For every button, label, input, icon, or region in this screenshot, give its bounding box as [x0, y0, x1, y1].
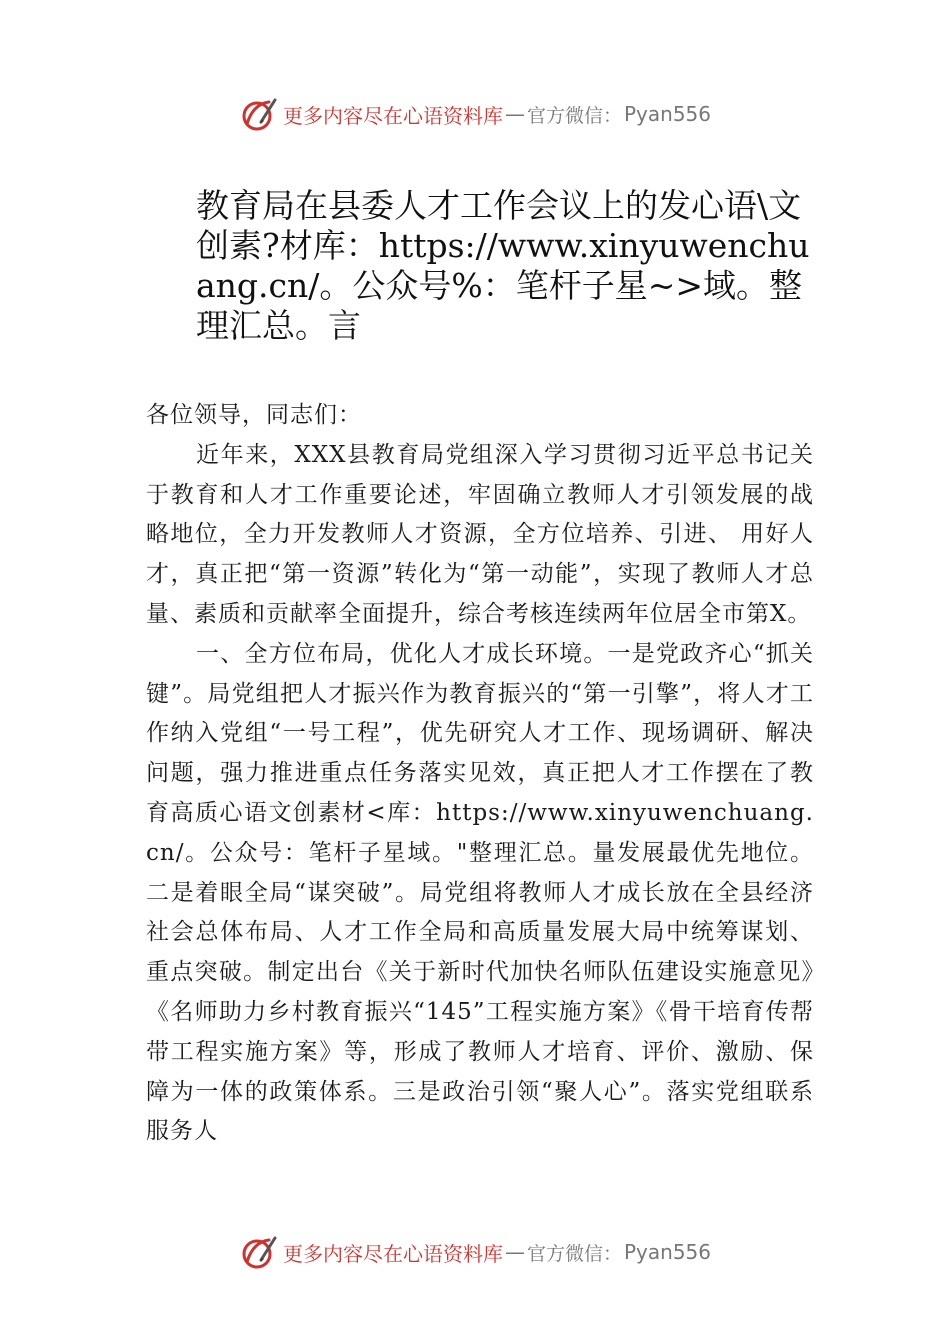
top-banner	[0, 92, 950, 136]
document-title: 教育局在县委人才工作会议上的发心语\文创素?材库：https://www.xinyuwenchuang.cn/。公众号%：笔杆子星~>域。整理汇总。言	[196, 186, 810, 345]
document-body	[146, 396, 814, 1152]
banner-wechat-label: 官方微信：	[526, 1242, 622, 1265]
banner-wechat-label: 官方微信：	[526, 104, 622, 127]
pen-logo-icon	[239, 94, 279, 134]
greeting: 各位领导，同志们：	[146, 402, 362, 428]
banner-dash: —	[504, 1240, 525, 1264]
banner-main-text: 更多内容尽在心语资料库	[282, 1241, 503, 1266]
banner-main-text: 更多内容尽在心语资料库	[282, 103, 503, 128]
banner-wechat-account: Pyan556	[624, 102, 712, 126]
banner-wechat-account: Pyan556	[624, 1240, 712, 1264]
pen-logo-icon	[239, 1232, 279, 1272]
banner-dash: —	[504, 102, 525, 126]
bottom-banner	[0, 1230, 950, 1274]
paragraph: 近年来，XXX县教育局党组深入学习贯彻习近平总书记关于教育和人才工作重要论述，牢固确立教师人才引领发展的战略地位，全力开发教师人才资源，全方位培养、引进、 用好人才，真正把“第一资源”转化为“第一动能”，实现了教师人才总量、素质和贡献率全面提升，综合考核连续两年位居全市第X。	[146, 441, 814, 627]
paragraph: 一、全方位布局，优化人才成长环境。一是党政齐心“抓关键”。局党组把人才振兴作为教育振兴的“第一引擎”，将人才工作纳入党组“一号工程”，优先研究人才工作、现场调研、解决问题，强力推进重点任务落实见效，真正把人才工作摆在了教育高质心语文创素材<库：https://www.xinyuwenchuang.cn/。公众号：笔杆子星域。"整理汇总。量发展最优先地位。二是着眼全局“谋突破”。局党组将教师人才成长放在全县经济社会总体布局、人才工作全局和高质量发展大局中统筹谋划、重点突破。制定出台《关于新时代加快名师队伍建设实施意见》《名师助力乡村教育振兴“145”工程实施方案》《骨干培育传帮带工程实施方案》等，形成了教师人才培育、评价、激励、保障为一体的政策体系。三是政治引领“聚人心”。落实党组联系服务人	[146, 640, 814, 1145]
